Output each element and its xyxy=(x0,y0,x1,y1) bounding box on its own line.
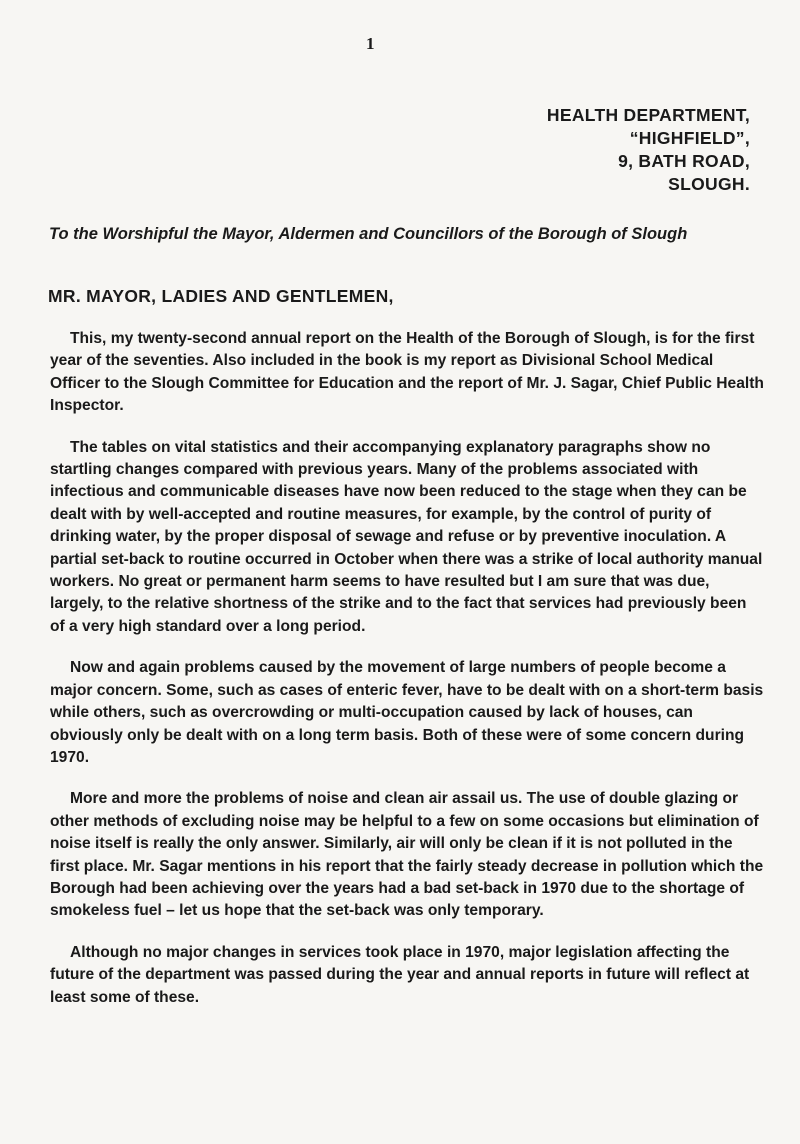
dedication-line: To the Worshipful the Mayor, Aldermen and Councillors of the Borough of Slough xyxy=(49,225,688,243)
address-line-1: HEALTH DEPARTMENT, xyxy=(546,105,750,125)
paragraph-1: This, my twenty-second annual report on the Health of the Borough of Slough, is for the first year of the seventies. Also included in the book is my report as Divisional School Medical Officer to the Slough Committee for Education and the report of Mr. J. Sagar, Chief Public Health Inspector. xyxy=(50,330,764,415)
report-body xyxy=(50,328,765,1028)
paragraph-2: The tables on vital statistics and their accompanying explanatory paragraphs show no startling changes compared with previous years. Many of the problems associated with infectious and communicable diseases have now been reduced to the stage when they can be dealt with by well-accepted and routine measures, for example, by the control of purity of drinking water, by the proper disposal of sewage and refuse or by preventive inoculation. A partial set-back to routine occurred in October when there was a strike of local authority manual workers. No great or permanent harm seems to have resulted but I am sure that was due, largely, to the relative shortness of the strike and to the fact that services had previously been of a very high standard over a long period. xyxy=(50,438,763,635)
paragraph-3: Now and again problems caused by the movement of large numbers of people become a major concern. Some, such as cases of enteric fever, have to be dealt with on a short-term basis while others, such as overcrowding or multi-occupation caused by lack of houses, can obviously only be dealt with on a long term basis. Both of these were of some concern during 1970. xyxy=(50,659,764,766)
address-line-4: SLOUGH. xyxy=(668,174,750,194)
paragraph-5: Although no major changes in services took place in 1970, major legislation affecting the future of the department was passed during the year and annual reports in future will reflect at least some of these. xyxy=(50,943,750,1006)
page-number: 1 xyxy=(366,34,375,53)
address-line-2: “HIGHFIELD”, xyxy=(629,128,750,148)
address-line-3: 9, BATH ROAD, xyxy=(618,151,750,171)
salutation: MR. MAYOR, LADIES AND GENTLEMEN, xyxy=(48,286,394,306)
sender-address xyxy=(500,104,750,196)
paragraph-4: More and more the problems of noise and clean air assail us. The use of double glazing or other methods of excluding noise may be helpful to a few on some occasions but elimination of noise itself is really the only answer. Similarly, air will only be clean if it is not polluted in the first place. Mr. Sagar mentions in his report that the fairly steady decrease in pollution which the Borough had been achieving over the years had a bad set-back in 1970 due to the shortage of smokeless fuel – let us hope that the set-back was only temporary. xyxy=(50,790,764,920)
